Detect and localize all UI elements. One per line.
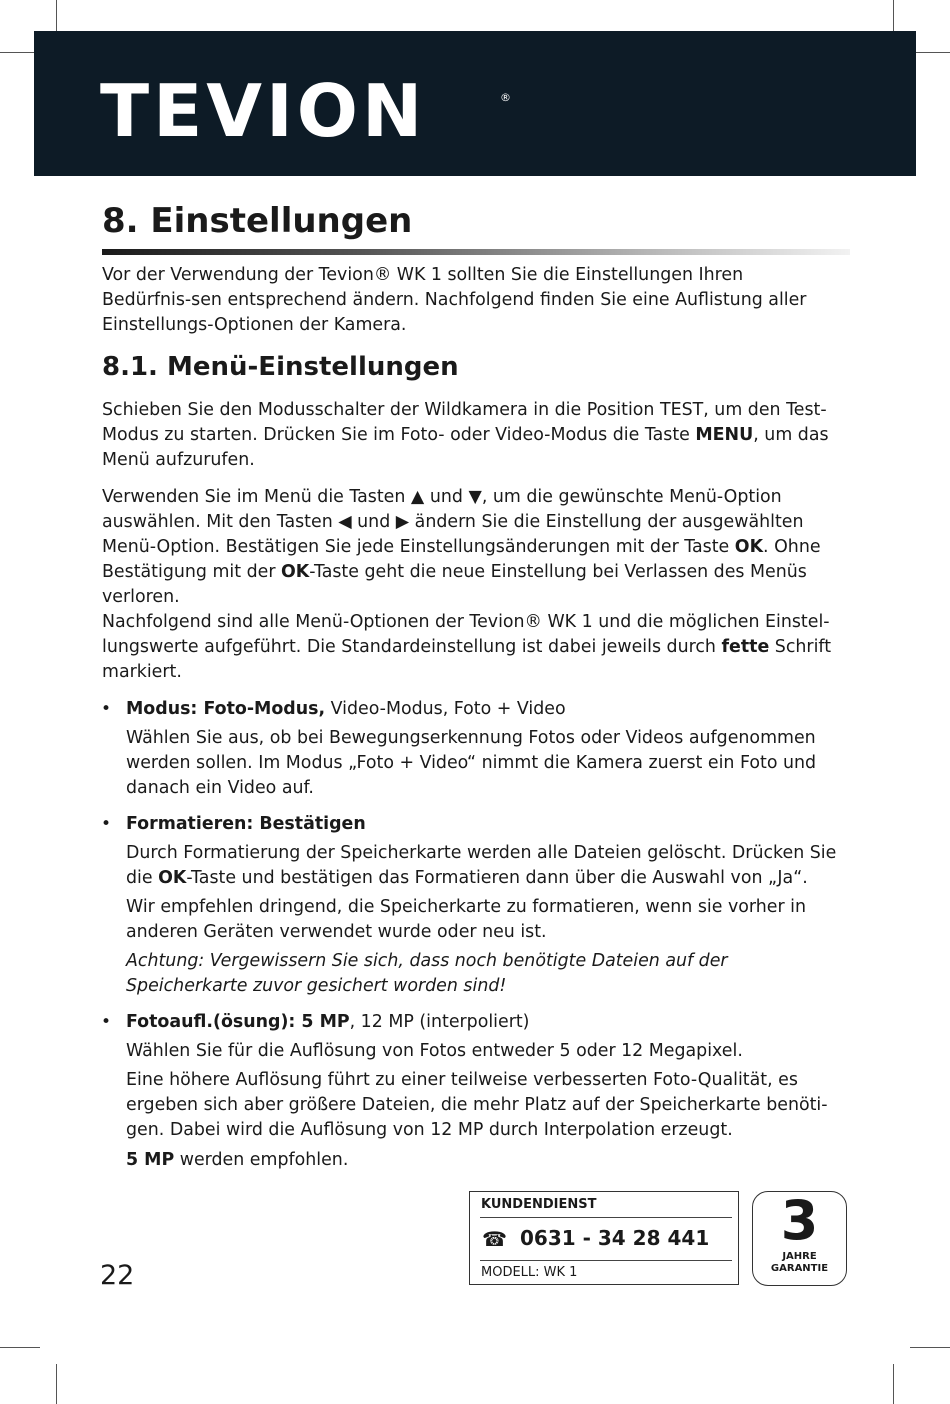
service-title: KUNDENDIENST [481, 1197, 597, 1212]
crop-mark [56, 1364, 57, 1404]
bullet: • [101, 814, 112, 834]
option-mode-description: Wählen Sie aus, ob bei Bewegungserkennung Fotos oder Videos aufgenommen werden sollen. Im Modus „Foto + Video“ nimmt die Kamera zuerst ein Foto und danach ein Video auf. [126, 728, 817, 798]
model-label: MODELL: WK 1 [481, 1265, 578, 1280]
warranty-label-guarantee: GARANTIE [770, 1263, 829, 1274]
warranty-years: 3 [780, 1189, 819, 1252]
section-intro: Vor der Verwendung der Tevion® WK 1 sollten Sie die Einstellungen Ihren Bedürfnis-sen entsprechend ändern. Nachfolgend finden Sie eine Auflistung aller Einstellungs-Optionen der Kamera. [102, 265, 807, 335]
option-resolution: Fotoaufl.(ösung): 5 MP, 12 MP (interpoliert) [126, 1012, 530, 1032]
customer-service-box [469, 1191, 739, 1285]
option-mode: Modus: Foto-Modus, Video-Modus, Foto + Video [126, 699, 566, 719]
divider [480, 1217, 732, 1218]
paragraph-navigation: Verwenden Sie im Menü die Tasten ▲ und ▼, um die gewünschte Menü-Option auswählen. Mit den Tasten ◀ und ▶ ändern Sie die Einstellung der ausgewählten Menü-Option. Bestätigen Sie jede Einstellungsänderungen mit der Taste OK. Ohne Bestätigung mit der OK-Taste geht die neue Einstellung bei Verlassen des Menüs verloren. [102, 487, 821, 607]
bullet: • [101, 699, 112, 719]
page-number: 22 [100, 1260, 135, 1291]
crop-mark [893, 1364, 894, 1404]
option-format: Formatieren: Bestätigen [126, 814, 366, 834]
section-title: 8. Einstellungen [102, 201, 413, 241]
title-underline [102, 249, 850, 255]
header-band [34, 31, 916, 176]
warranty-badge [752, 1191, 847, 1286]
crop-mark [910, 1347, 950, 1348]
subsection-title: 8.1. Menü-Einstellungen [102, 352, 459, 382]
service-phone: 0631 - 34 28 441 [520, 1226, 710, 1250]
option-resolution-details: Eine höhere Auflösung führt zu einer teilweise verbesserten Foto-Qualität, es ergeben sich aber größere Dateien, die mehr Platz auf der Speicherkarte benöti-gen. Dabei wird die Auflösung von 12 MP durch Interpolation erzeugt. [126, 1070, 828, 1140]
option-format-description: Durch Formatierung der Speicherkarte werden alle Dateien gelöscht. Drücken Sie die OK-Taste und bestätigen das Formatieren dann über die Auswahl von „Ja“. [126, 843, 837, 888]
option-format-warning: Achtung: Vergewissern Sie sich, dass noch benötigte Dateien auf der Speicherkarte zuvor gesichert worden sind! [126, 951, 728, 996]
crop-mark [0, 1347, 40, 1348]
phone-icon: ☎ [482, 1227, 507, 1251]
brand-logo: TEVION [100, 69, 427, 153]
option-format-recommendation: Wir empfehlen dringend, die Speicherkarte zu formatieren, wenn sie vorher in anderen Geräten verwendet wurde oder neu ist. [126, 897, 806, 942]
warranty-label-years: JAHRE [782, 1251, 817, 1262]
option-resolution-description: Wählen Sie für die Auflösung von Fotos entweder 5 oder 12 Megapixel. [126, 1041, 743, 1061]
crop-mark [910, 52, 950, 53]
registered-mark: ® [500, 91, 511, 104]
divider [480, 1260, 732, 1261]
bullet: • [101, 1012, 112, 1032]
option-resolution-recommendation: 5 MP werden empfohlen. [126, 1150, 349, 1170]
paragraph-options-intro: Nachfolgend sind alle Menü-Optionen der Tevion® WK 1 und die möglichen Einstel-lungswerte aufgeführt. Die Standardeinstellung ist dabei jeweils durch fette Schrift markiert. [102, 612, 832, 682]
paragraph-test-mode: Schieben Sie den Modusschalter der Wildkamera in die Position TEST, um den Test-Modus zu starten. Drücken Sie im Foto- oder Video-Modus die Taste MENU, um das Menü aufzurufen. [102, 400, 829, 470]
